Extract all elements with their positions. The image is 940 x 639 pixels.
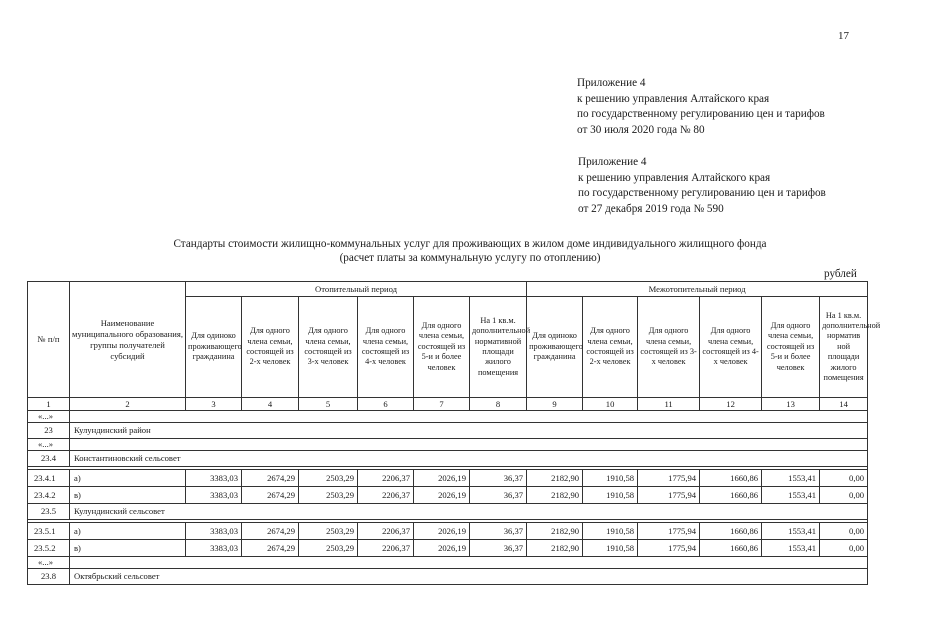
column-number-row [28, 398, 868, 411]
section-name: Кулундинский сельсовет [70, 504, 868, 520]
header-interheating-col: Для одного члена семьи, состоящей из 3-х человек [638, 297, 700, 398]
table-row [28, 470, 868, 487]
header-heating-period: Отопительный период [186, 282, 527, 297]
header-interheating-col: Для одного члена семьи, состоящей из 2-х человек [583, 297, 638, 398]
table-row [28, 540, 868, 557]
value-cell: 2026,19 [414, 540, 470, 557]
appendix-line: от 27 декабря 2019 года № 590 [578, 202, 724, 215]
table-row [28, 523, 868, 540]
section-code: 23 [28, 423, 70, 439]
ellipsis-mark: «...» [28, 439, 70, 451]
row-code: 23.5.1 [28, 523, 70, 540]
value-cell: 36,37 [470, 487, 527, 504]
value-cell: 2182,90 [527, 487, 583, 504]
appendix-line: Приложение 4 [577, 77, 646, 89]
value-cell: 2503,29 [299, 540, 358, 557]
appendix-line: от 30 июля 2020 года № 80 [577, 123, 705, 136]
value-cell: 3383,03 [186, 487, 242, 504]
header-heating-col: Для одного члена семьи, состоящей из 3-х человек [299, 297, 358, 398]
value-cell: 2206,37 [358, 540, 414, 557]
value-cell: 1910,58 [583, 523, 638, 540]
row-code: 23.4.1 [28, 470, 70, 487]
section-row-konstantinovsky [28, 451, 868, 467]
value-cell: 2182,90 [527, 470, 583, 487]
column-number: 8 [470, 398, 527, 411]
row-code: 23.4.2 [28, 487, 70, 504]
page-number: 17 [838, 30, 849, 42]
column-number: 10 [583, 398, 638, 411]
appendix-line: к решению управления Алтайского края [577, 92, 770, 105]
appendix-reference-2020 [577, 76, 825, 138]
header-heating-col: Для одного члена семьи, состоящей из 2-х человек [242, 297, 299, 398]
value-cell: 1775,94 [638, 540, 700, 557]
header-interheating-period: Межотопительный период [527, 282, 868, 297]
section-code: 23.8 [28, 569, 70, 585]
column-number: 12 [700, 398, 762, 411]
column-number: 4 [242, 398, 299, 411]
value-cell: 1660,86 [700, 470, 762, 487]
section-row-kulunda-district [28, 423, 868, 439]
header-interheating-col: Для одного члена семьи, состоящей из 5-и и более человек [762, 297, 820, 398]
ellipsis-mark: «...» [28, 557, 70, 569]
value-cell: 36,37 [470, 523, 527, 540]
value-cell: 0,00 [820, 540, 868, 557]
column-number: 1 [28, 398, 70, 411]
value-cell: 2674,29 [242, 540, 299, 557]
header-num: № п/п [28, 282, 70, 398]
section-name: Октябрьский сельсовет [70, 569, 868, 585]
row-label: в) [70, 487, 186, 504]
section-code: 23.4 [28, 451, 70, 467]
section-row-oktyabrsky [28, 569, 868, 585]
value-cell: 2503,29 [299, 470, 358, 487]
value-cell: 1553,41 [762, 487, 820, 504]
value-cell: 1910,58 [583, 487, 638, 504]
value-cell: 0,00 [820, 470, 868, 487]
header-interheating-col: Для одиноко проживающего гражданина [527, 297, 583, 398]
value-cell: 2206,37 [358, 470, 414, 487]
column-number: 2 [70, 398, 186, 411]
column-number: 9 [527, 398, 583, 411]
value-cell: 2182,90 [527, 523, 583, 540]
section-row-kulunda-village [28, 504, 868, 520]
document-title [0, 237, 940, 265]
value-cell: 3383,03 [186, 540, 242, 557]
value-cell: 1775,94 [638, 470, 700, 487]
value-cell: 1910,58 [583, 540, 638, 557]
column-number: 5 [299, 398, 358, 411]
header-interheating-col: Для одного члена семьи, состоящей из 4-х человек [700, 297, 762, 398]
ellipsis-row [28, 411, 868, 423]
table-row [28, 487, 868, 504]
appendix-line: к решению управления Алтайского края [578, 171, 771, 184]
value-cell: 1775,94 [638, 487, 700, 504]
value-cell: 2503,29 [299, 487, 358, 504]
value-cell: 1553,41 [762, 523, 820, 540]
section-name: Константиновский сельсовет [70, 451, 868, 467]
value-cell: 2503,29 [299, 523, 358, 540]
value-cell: 2206,37 [358, 487, 414, 504]
value-cell: 0,00 [820, 487, 868, 504]
column-number: 7 [414, 398, 470, 411]
value-cell: 1553,41 [762, 540, 820, 557]
document-subtitle: (расчет платы за коммунальную услугу по отоплению) [339, 252, 601, 264]
value-cell: 2026,19 [414, 487, 470, 504]
section-code: 23.5 [28, 504, 70, 520]
appendix-reference-2019 [578, 155, 826, 217]
document-title-line: Стандарты стоимости жилищно-коммунальных услуг для проживающих в жилом доме индивидуального жилищного фонда [173, 238, 767, 250]
column-number: 3 [186, 398, 242, 411]
value-cell: 1660,86 [700, 487, 762, 504]
value-cell: 1910,58 [583, 470, 638, 487]
header-heating-col: На 1 кв.м. дополнительной нормативной площади жилого помещения [470, 297, 527, 398]
appendix-line: по государственному регулированию цен и тарифов [577, 108, 825, 121]
value-cell: 1553,41 [762, 470, 820, 487]
header-heating-col: Для одиноко проживающего гражданина [186, 297, 242, 398]
value-cell: 0,00 [820, 523, 868, 540]
value-cell: 3383,03 [186, 523, 242, 540]
row-label: в) [70, 540, 186, 557]
standards-table [27, 281, 881, 585]
value-cell: 1660,86 [700, 540, 762, 557]
value-cell: 2206,37 [358, 523, 414, 540]
appendix-line: Приложение 4 [578, 156, 647, 168]
column-number: 14 [820, 398, 868, 411]
ellipsis-row [28, 439, 868, 451]
value-cell: 36,37 [470, 470, 527, 487]
header-heating-col: Для одного члена семьи, состоящей из 4-х человек [358, 297, 414, 398]
column-number: 11 [638, 398, 700, 411]
column-number: 6 [358, 398, 414, 411]
header-name: Наименование муниципального образования, группы получателей субсидий [70, 282, 186, 398]
section-name: Кулундинский район [70, 423, 868, 439]
value-cell: 2674,29 [242, 470, 299, 487]
value-cell: 2182,90 [527, 540, 583, 557]
header-heating-col: Для одного члена семьи, состоящей из 5-и и более человек [414, 297, 470, 398]
value-cell: 1775,94 [638, 523, 700, 540]
value-cell: 2674,29 [242, 523, 299, 540]
ellipsis-mark: «...» [28, 411, 70, 423]
column-number: 13 [762, 398, 820, 411]
appendix-line: по государственному регулированию цен и тарифов [578, 187, 826, 200]
units-label: рублей [824, 268, 857, 280]
value-cell: 2026,19 [414, 523, 470, 540]
value-cell: 3383,03 [186, 470, 242, 487]
header-interheating-col: На 1 кв.м. дополнительной норматив ной площади жилого помещения [820, 297, 868, 398]
row-label: а) [70, 470, 186, 487]
row-code: 23.5.2 [28, 540, 70, 557]
value-cell: 2674,29 [242, 487, 299, 504]
row-label: а) [70, 523, 186, 540]
value-cell: 2026,19 [414, 470, 470, 487]
ellipsis-row [28, 557, 868, 569]
value-cell: 1660,86 [700, 523, 762, 540]
value-cell: 36,37 [470, 540, 527, 557]
